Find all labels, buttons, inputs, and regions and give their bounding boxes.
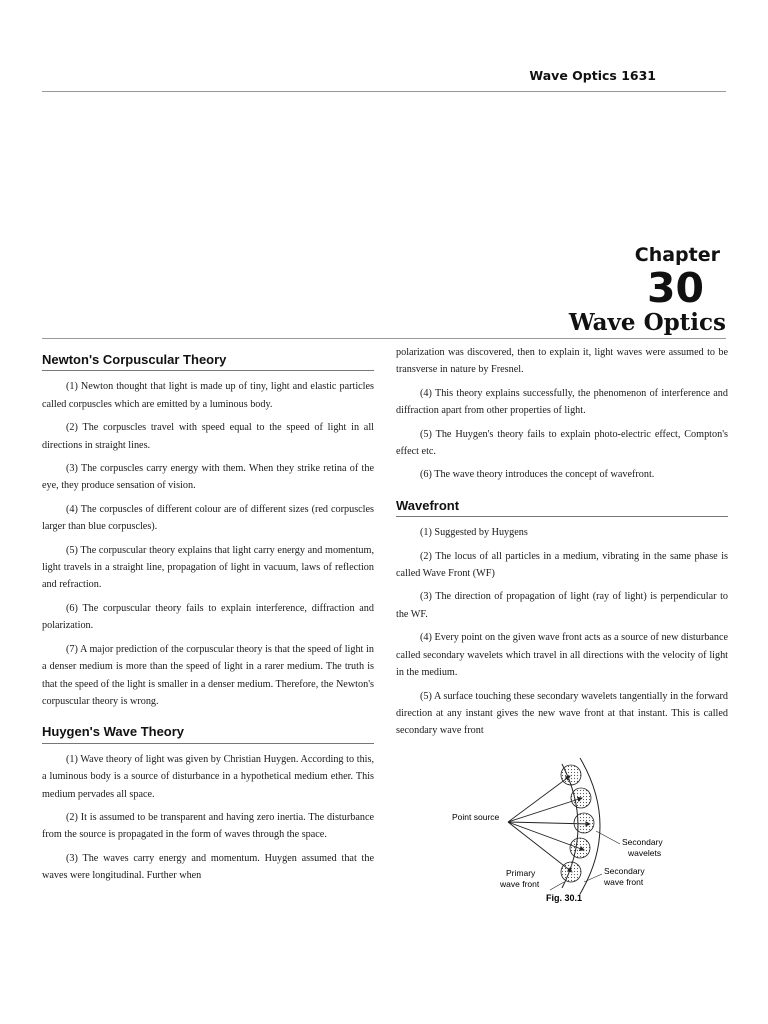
paragraph: (4) Every point on the given wave front acts as a source of new disturbance called secondary wavelets which travel in all directions with the velocity of light in the medium. bbox=[396, 632, 728, 679]
paragraph: (2) It is assumed to be transparent and having zero inertia. The disturbance from the source is propagated in the form of waves through the space. bbox=[42, 811, 374, 841]
paragraph: (6) The corpuscular theory fails to explain interference, diffraction and polarization. bbox=[42, 602, 374, 632]
label-point-source: Point source bbox=[452, 812, 500, 822]
right-column bbox=[396, 344, 728, 746]
label-primary-1: Primary bbox=[506, 868, 536, 878]
paragraph: (5) A surface touching these secondary wavelets tangentially in the forward direction at any instant gives the new wave front at that instant. This is called secondary wave front bbox=[396, 690, 728, 737]
leader-primary bbox=[550, 882, 564, 890]
paragraph: (6) The wave theory introduces the concept of wavefront. bbox=[420, 469, 655, 481]
label-secondary-front-2: wave front bbox=[604, 877, 644, 887]
paragraph: (3) The corpuscles carry energy with them. When they strike retina of the eye, they produce sensation of vision. bbox=[42, 463, 374, 492]
paragraph-continued: polarization was discovered, then to explain it, light waves were assumed to be transverse in nature by Fresnel. bbox=[396, 347, 728, 376]
running-head: Wave Optics 1631 bbox=[529, 68, 656, 83]
paragraph: (3) The direction of propagation of light (ray of light) is perpendicular to the WF. bbox=[396, 591, 728, 620]
chapter-title: Wave Optics bbox=[568, 309, 726, 336]
paragraph: (1) Newton thought that light is made up of tiny, light and elastic particles called corpuscles which are emitted by a luminous body. bbox=[42, 381, 374, 410]
paragraph: (2) The corpuscles travel with speed equal to the speed of light in all directions in straight lines. bbox=[42, 422, 374, 451]
label-primary-2: wave front bbox=[500, 879, 540, 889]
section-title-corpuscular: Newton's Corpuscular Theory bbox=[42, 344, 374, 371]
paragraph: (2) The locus of all particles in a medium, vibrating in the same phase is called Wave Front (WF) bbox=[396, 550, 728, 580]
paragraph: (5) The Huygen's theory fails to explain photo-electric effect, Compton's effect etc. bbox=[396, 428, 728, 458]
paragraph: (4) This theory explains successfully, the phenomenon of interference and diffraction apart from other properties of light. bbox=[396, 387, 728, 417]
section-title-wavefront: Wavefront bbox=[396, 490, 728, 517]
paragraph: (1) Suggested by Huygens bbox=[420, 527, 528, 539]
chapter-word: Chapter bbox=[634, 244, 720, 266]
header-rule bbox=[42, 91, 726, 92]
label-secondary-front-1: Secondary bbox=[604, 866, 645, 876]
chapter-number: 30 bbox=[646, 264, 704, 312]
section-title-huygen: Huygen's Wave Theory bbox=[42, 716, 374, 743]
paragraph: (4) The corpuscles of different colour are of different sizes (red corpuscles larger than blue corpuscles). bbox=[42, 503, 374, 533]
paragraph: (7) A major prediction of the corpuscular theory is that the speed of light in a denser medium is more than the speed of light in a rarer medium. The truth is that the speed of the light is smaller in a denser medium. Therefore, the Newton's corpuscular theory is wrong. bbox=[42, 643, 374, 707]
wavefront-diagram bbox=[444, 756, 694, 931]
paragraph: (1) Wave theory of light was given by Christian Huygen. According to this, a luminous body is a source of disturbance in a hypothetical medium ether. This medium pervades all space. bbox=[42, 753, 374, 800]
leader-secondary-front bbox=[584, 874, 602, 882]
label-secondary-wavelets-1: Secondary bbox=[622, 837, 663, 847]
wavefront-figure bbox=[444, 756, 694, 931]
paragraph: (5) The corpuscular theory explains that light carry energy and momentum, light travels in a straight line, propagation of light in vacuum, laws of reflection and refraction. bbox=[42, 544, 374, 591]
paragraph: (3) The waves carry energy and momentum. Huygen assumed that the waves were longitudinal. Further when bbox=[42, 852, 374, 882]
figure-caption: Fig. 30.1 bbox=[546, 893, 583, 903]
chapter-rule bbox=[42, 338, 726, 339]
label-secondary-wavelets-2: wavelets bbox=[628, 848, 662, 858]
left-column bbox=[42, 344, 374, 891]
